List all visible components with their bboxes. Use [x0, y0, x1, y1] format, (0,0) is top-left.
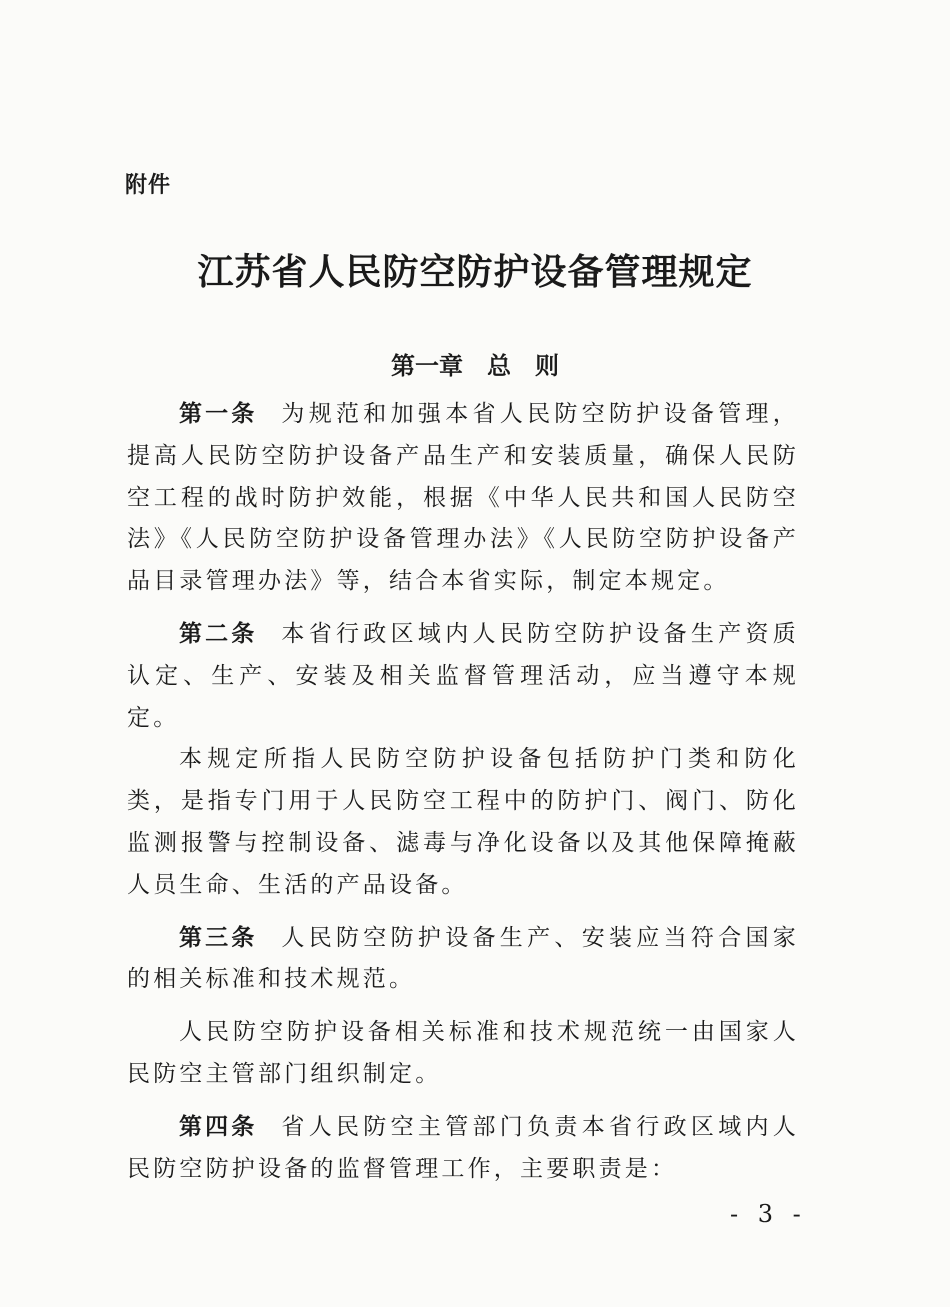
chapter-number: 第一章: [391, 352, 463, 380]
article-paragraph: [127, 394, 799, 603]
article-number: 第三条: [179, 924, 258, 951]
chapter-name: 总 则: [487, 352, 559, 380]
article-paragraph: [127, 614, 799, 739]
article-paragraph: [127, 1012, 799, 1096]
document-title: 江苏省人民防空防护设备管理规定: [197, 251, 753, 293]
article-number: 第四条: [179, 1113, 258, 1140]
page-number: - 3 -: [730, 1200, 807, 1228]
attachment-label: 附件: [125, 173, 172, 198]
article-text: 本规定所指人民防空防护设备包括防护门类和防化类，是指专门用于人民防空工程中的防护门、阀门、防化监测报警与控制设备、滤毒与净化设备以及其他保障掩蔽人员生命、生活的产品设备。: [127, 746, 799, 898]
article-text: 人民防空防护设备生产、安装应当符合国家的相关标准和技术规范。: [127, 924, 800, 993]
article-text: 本省行政区域内人民防空防护设备生产资质认定、生产、安装及相关监督管理活动，应当遵守本规定。: [127, 620, 800, 731]
article-paragraph: [127, 1107, 799, 1191]
article-paragraph: [127, 918, 799, 1002]
article-number: 第二条: [179, 620, 258, 647]
document-body: [127, 394, 799, 1190]
article-number: 第一条: [179, 401, 258, 427]
article-paragraph: [127, 739, 799, 906]
article-text: 省人民防空主管部门负责本省行政区域内人民防空防护设备的监督管理工作，主要职责是：: [127, 1113, 800, 1182]
article-text: 为规范和加强本省人民防空防护设备管理，提高人民防空防护设备产品生产和安装质量，确保人民防空工程的战时防护效能，根据《中华人民共和国人民防空法》《人民防空防护设备管理办法》《人民防空防护设备产品目录管理办法》等，结合本省实际，制定本规定。: [127, 401, 800, 595]
chapter-heading: [125, 346, 825, 381]
article-text: 人民防空防护设备相关标准和技术规范统一由国家人民防空主管部门组织制定。: [127, 1019, 799, 1087]
